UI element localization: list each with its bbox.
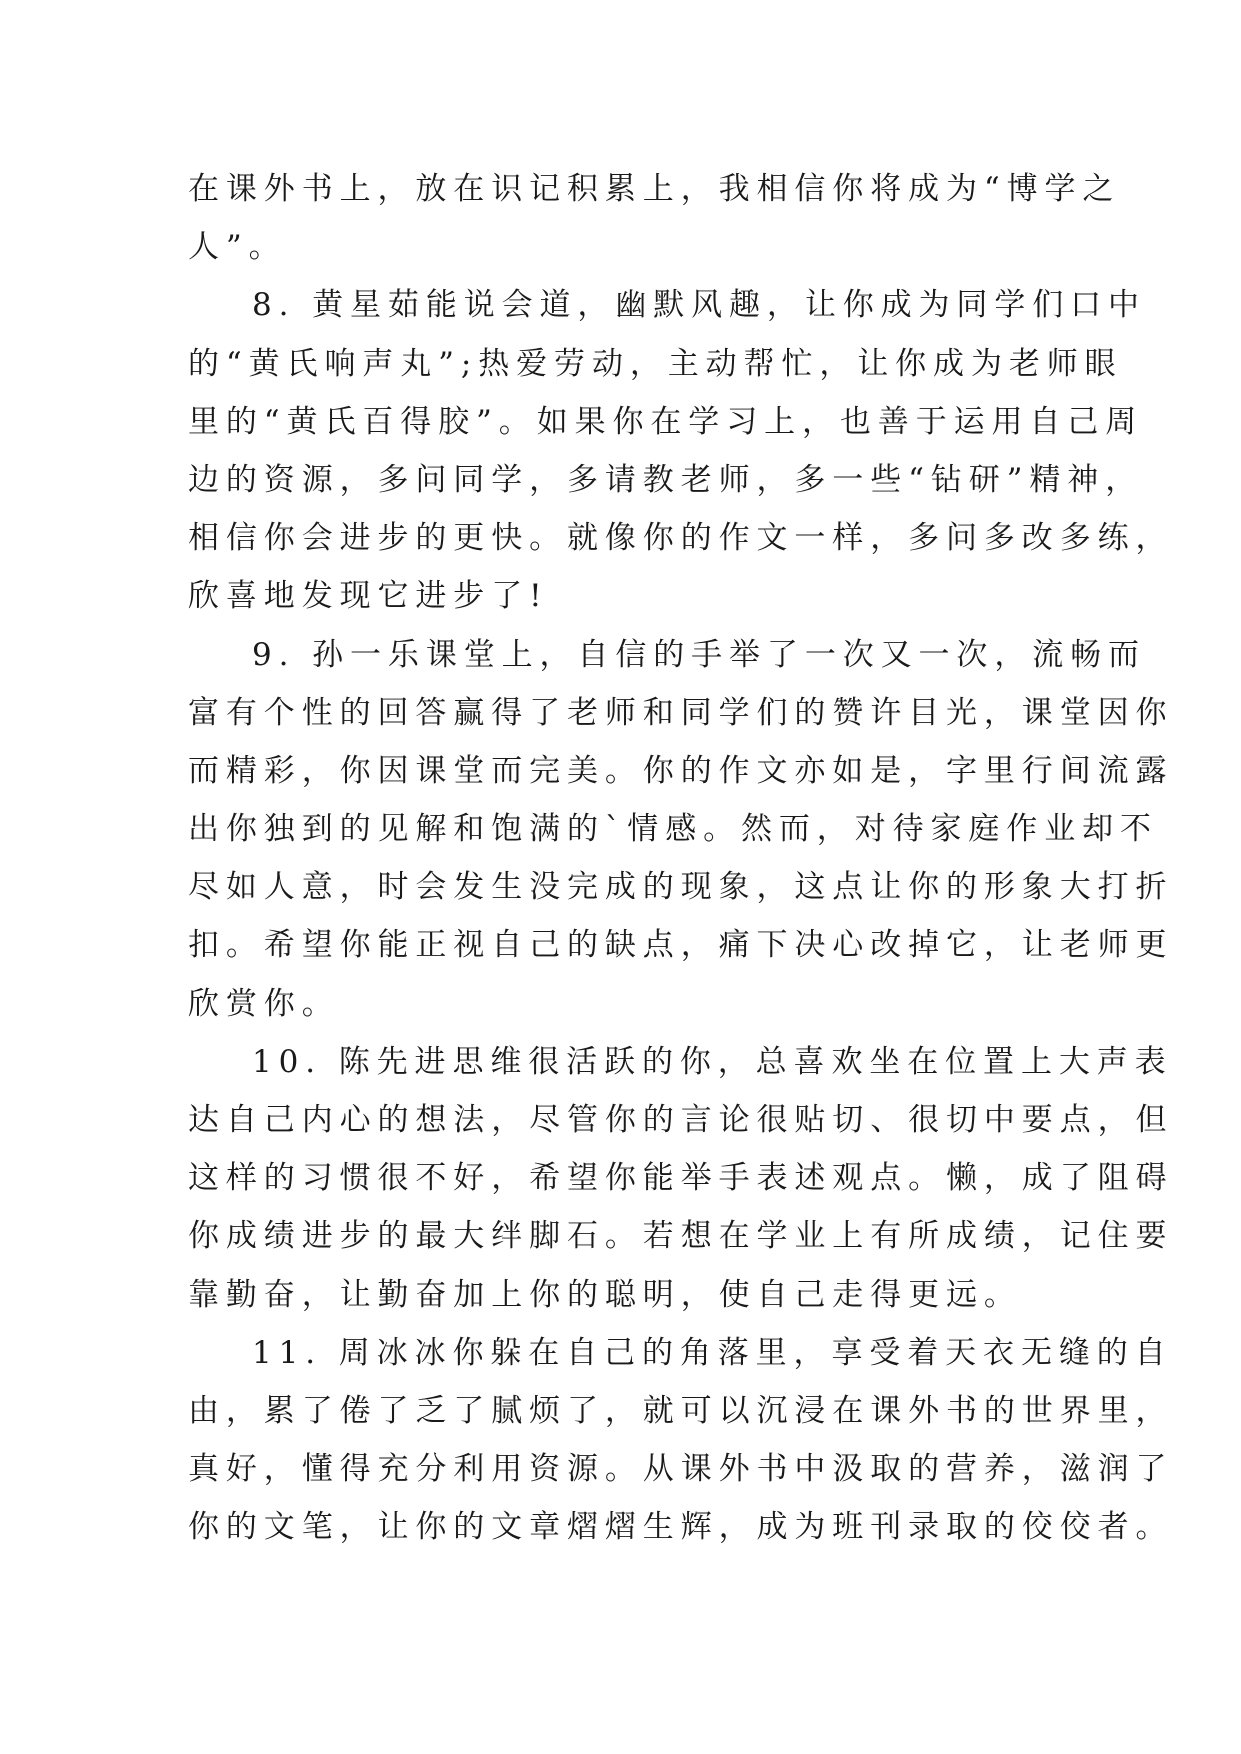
text-line: 这样的习惯很不好，希望你能举手表述观点。懒，成了阻碍	[188, 1160, 1174, 1197]
text-line: 8. 黄星茹能说会道，幽默风趣，让你成为同学们口中	[252, 287, 1146, 324]
paragraph-10	[188, 1033, 1174, 1324]
text-line: 富有个性的回答赢得了老师和同学们的赞许目光，课堂因你	[188, 694, 1174, 731]
text-line: 9. 孙一乐课堂上，自信的手举了一次又一次，流畅而	[252, 636, 1146, 673]
text-line: 欣赏你。	[188, 985, 340, 1022]
document-page	[188, 160, 1174, 1557]
text-line: 你成绩进步的最大绊脚石。若想在学业上有所成绩，记住要	[188, 1218, 1174, 1255]
text-line: 10. 陈先进思维很活跃的你，总喜欢坐在位置上大声表	[252, 1043, 1173, 1080]
text-line: 出你独到的见解和饱满的`情感。然而，对待家庭作业却不	[188, 811, 1158, 848]
text-line: 人”。	[188, 229, 287, 266]
text-line: 真好，懂得充分利用资源。从课外书中汲取的营养，滋润了	[188, 1451, 1174, 1488]
text-line: 在课外书上，放在识记积累上，我相信你将成为“博学之	[188, 171, 1121, 207]
text-line: 欣喜地发现它进步了!	[188, 578, 549, 615]
text-line: 由，累了倦了乏了腻烦了，就可以沉浸在课外书的世界里，	[188, 1392, 1174, 1429]
paragraph-9	[188, 626, 1174, 1033]
paragraph-8	[188, 276, 1174, 625]
text-line: 达自己内心的想法，尽管你的言论很贴切、很切中要点，但	[188, 1102, 1174, 1138]
text-line: 相信你会进步的更快。就像你的作文一样，多问多改多练，	[188, 520, 1174, 557]
text-line: 扣。希望你能正视自己的缺点，痛下决心改掉它，让老师更	[188, 927, 1174, 964]
paragraph-7-continuation	[188, 160, 1121, 276]
paragraph-11	[188, 1324, 1174, 1557]
text-line: 尽如人意，时会发生没完成的现象，这点让你的形象大打折	[188, 869, 1174, 906]
text-line: 11. 周冰冰你躲在自己的角落里，享受着天衣无缝的自	[252, 1334, 1173, 1371]
text-line: 边的资源，多问同学，多请教老师，多一些“钻研”精神，	[188, 461, 1144, 498]
text-line: 靠勤奋，让勤奋加上你的聪明，使自己走得更远。	[188, 1276, 1022, 1313]
text-line: 的“黄氏响声丸”;热爱劳动，主动帮忙，让你成为老师眼	[188, 345, 1123, 382]
text-line: 里的“黄氏百得胶”。如果你在学习上，也善于运用自己周	[188, 403, 1144, 440]
text-line: 你的文笔，让你的文章熠熠生辉，成为班刊录取的佼佼者。	[188, 1509, 1174, 1546]
text-line: 而精彩，你因课堂而完美。你的作文亦如是，字里行间流露	[188, 752, 1174, 789]
